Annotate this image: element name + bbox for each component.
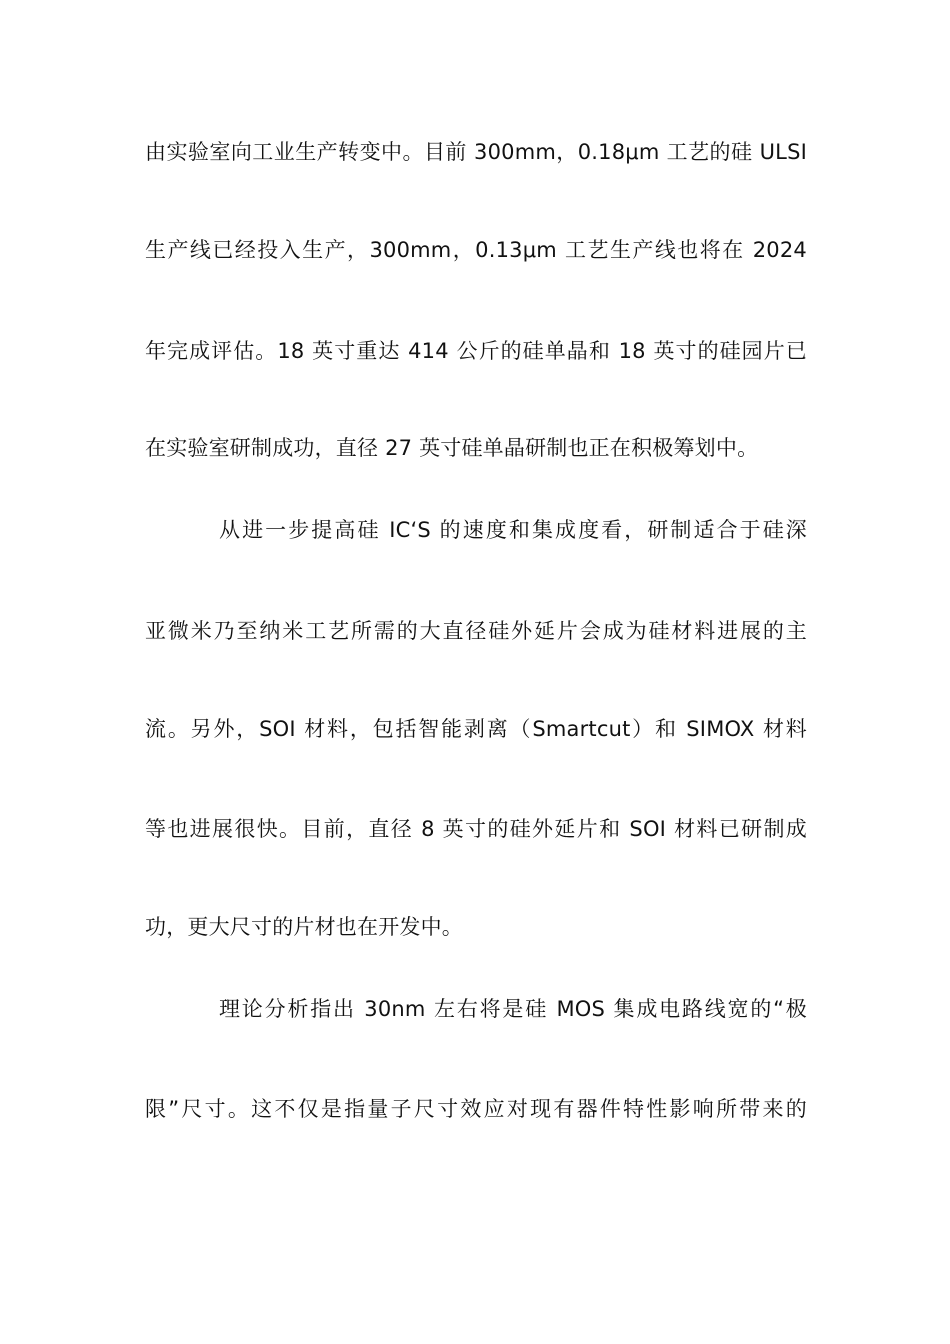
text-line: 等也进展很快。目前，直径 8 英寸的硅外延片和 SOI 材料已研制成 (145, 817, 807, 841)
text-line: 由实验室向工业生产转变中。目前 300mm，0.18μm 工艺的硅 ULSI (145, 140, 807, 164)
text-line: 在实验室研制成功，直径 27 英寸硅单晶研制也正在积极筹划中。 (145, 436, 759, 460)
text-line: 从进一步提高硅 IC‘S 的速度和集成度看，研制适合于硅深 (219, 518, 807, 542)
text-line: 流。另外，SOI 材料，包括智能剥离（Smartcut）和 SIMOX 材料 (145, 717, 807, 741)
text-line: 亚微米乃至纳米工艺所需的大直径硅外延片会成为硅材料进展的主 (145, 619, 807, 643)
text-line: 功，更大尺寸的片材也在开发中。 (145, 915, 463, 939)
text-line: 限”尺寸。这不仅是指量子尺寸效应对现有器件特性影响所带来的 (145, 1097, 807, 1121)
text-line: 理论分析指出 30nm 左右将是硅 MOS 集成电路线宽的“极 (219, 997, 807, 1021)
text-line: 生产线已经投入生产，300mm，0.13μm 工艺生产线也将在 2024 (145, 238, 807, 262)
text-line: 年完成评估。18 英寸重达 414 公斤的硅单晶和 18 英寸的硅园片已 (145, 339, 807, 363)
